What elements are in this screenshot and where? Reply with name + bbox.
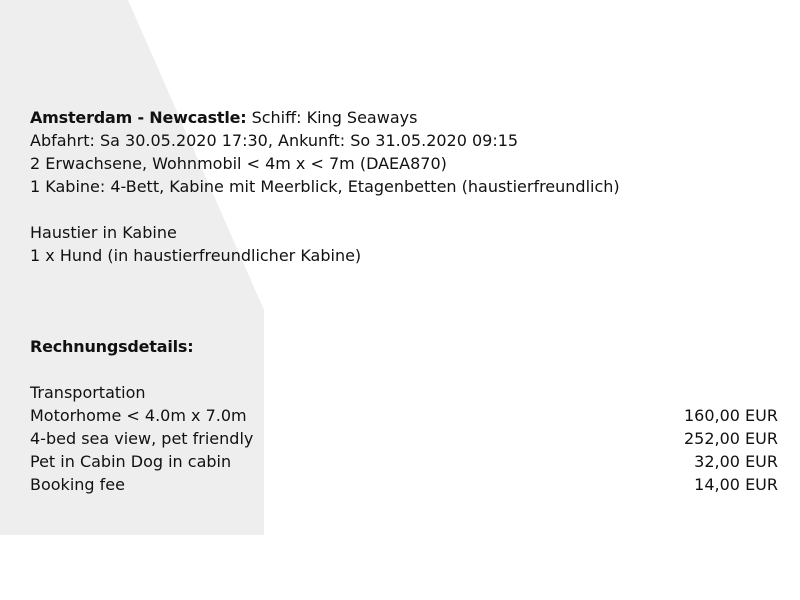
spacer bbox=[30, 358, 778, 381]
invoice-item-label: 4-bed sea view, pet friendly bbox=[30, 429, 254, 448]
route-label: Amsterdam - Newcastle: bbox=[30, 108, 247, 127]
invoice-item-label: Booking fee bbox=[30, 475, 125, 494]
invoice-item-amount: 252,00 EUR bbox=[683, 429, 778, 448]
invoice-item-row bbox=[30, 404, 778, 427]
invoice-item-row bbox=[30, 473, 778, 496]
spacer bbox=[30, 198, 778, 221]
pet-detail: 1 x Hund (in haustierfreundlicher Kabine) bbox=[30, 246, 362, 265]
invoice-item-row bbox=[30, 427, 778, 450]
ship-text: Schiff: King Seaways bbox=[246, 108, 418, 127]
spacer bbox=[30, 267, 778, 335]
invoice-heading: Rechnungsdetails: bbox=[30, 337, 194, 356]
invoice-item-amount: 160,00 EUR bbox=[683, 406, 778, 425]
departure-arrival-line: Abfahrt: Sa 30.05.2020 17:30, Ankunft: So 31.05.2020 09:15 bbox=[30, 131, 519, 150]
invoice-items bbox=[30, 404, 778, 496]
invoice-item-row bbox=[30, 450, 778, 473]
invoice-section-label: Transportation bbox=[30, 383, 146, 402]
invoice-item-amount: 32,00 EUR bbox=[694, 452, 778, 471]
invoice-item-amount: 14,00 EUR bbox=[694, 475, 778, 494]
pet-heading: Haustier in Kabine bbox=[30, 223, 177, 242]
route-line bbox=[30, 106, 778, 129]
invoice-item-label: Motorhome < 4.0m x 7.0m bbox=[30, 406, 247, 425]
cabin-line: 1 Kabine: 4-Bett, Kabine mit Meerblick, Etagenbetten (haustierfreundlich) bbox=[30, 177, 620, 196]
invoice-item-label: Pet in Cabin Dog in cabin bbox=[30, 452, 232, 471]
passenger-vehicle-line: 2 Erwachsene, Wohnmobil < 4m x < 7m (DAEA870) bbox=[30, 154, 447, 173]
booking-document bbox=[30, 106, 778, 496]
